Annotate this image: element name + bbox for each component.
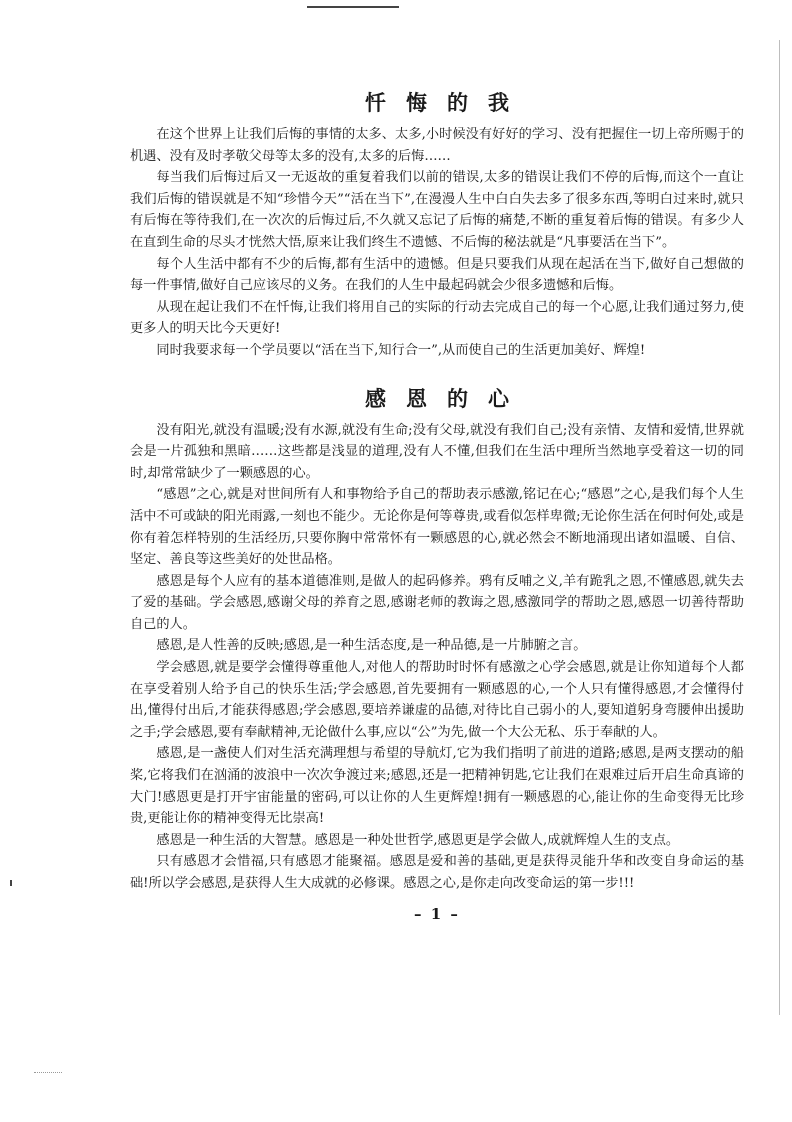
top-rule (307, 6, 399, 8)
paragraph: “感恩”之心,就是对世间所有人和事物给予自己的帮助表示感激,铭记在心;“感恩”之心,是我们每个人生活中不可或缺的阳光雨露,一刻也不能少。无论你是何等尊贵,或看似怎样卑微;无论你生活在何时何处,或是你有着怎样特别的生活经历,只要你胸中常常怀有一颗感恩的心,就必然会不断地涌现出诸如温暖、自信、坚定、善良等这些美好的处世品格。 (130, 487, 744, 568)
scan-specks (34, 1072, 62, 1074)
paragraph: 感恩是每个人应有的基本道德准则,是做人的起码修养。鸦有反哺之义,羊有跪乳之恩,不懂感恩,就失去了爱的基础。学会感恩,感谢父母的养育之恩,感谢老师的教诲之恩,感激同学的帮助之恩,感恩一切善待帮助自己的人。 (130, 573, 744, 632)
paragraph: 在这个世界上让我们后悔的事情的太多、太多,小时候没有好好的学习、没有把握住一切上帝所赐于的机遇、没有及时孝敬父母等太多的没有,太多的后悔…… (130, 127, 744, 164)
paragraph: 只有感恩才会惜福,只有感恩才能聚福。感恩是爱和善的基础,更是获得灵能升华和改变自身命运的基础!所以学会感恩,是获得人生大成就的必修课。感恩之心,是你走向改变命运的第一步!!! (130, 854, 744, 891)
paragraph: 感恩,是一盏使人们对生活充满理想与希望的导航灯,它为我们指明了前进的道路;感恩,是两支摆动的船桨,它将我们在汹涌的波浪中一次次争渡过来;感恩,还是一把精神钥匙,它让我们在艰难过后开启生命真谛的大门!感恩更是打开宇宙能量的密码,可以让你的人生更辉煌!拥有一颗感恩的心,能让你的生命变得无比珍贵,更能让你的精神变得无比崇高! (130, 746, 744, 827)
scan-mark (10, 880, 12, 886)
page-number: – 1 – (414, 904, 460, 923)
paragraph: 同时我要求每一个学员要以“活在当下,知行合一”,从而使自己的生活更加美好、辉煌! (156, 342, 646, 358)
paragraph: 感恩是一种生活的大智慧。感恩是一种处世哲学,感恩更是学会做人,成就辉煌人生的支点。 (156, 832, 680, 848)
section-title-repentance: 忏悔的我 (365, 90, 529, 115)
paragraph: 学会感恩,就是要学会懂得尊重他人,对他人的帮助时时怀有感激之心学会感恩,就是让你知道每个人都在享受着别人给予自己的快乐生活;学会感恩,首先要拥有一颗感恩的心,一个人只有懂得感恩,才会懂得付出,懂得付出后,才能获得感恩;学会感恩,要培养谦虚的品德,对待比自己弱小的人,要知道躬身弯腰伸出援助之手;学会感恩,要有奉献精神,无论做什么事,应以“公”为先,做一个大公无私、乐于奉献的人。 (130, 660, 744, 740)
section-title-gratitude: 感恩的心 (365, 385, 529, 411)
scan-edge-line (779, 40, 780, 1015)
paragraph: 从现在起让我们不在忏悔,让我们将用自己的实际的行动去完成自己的每一个心愿,让我们通过努力,使更多人的明天比今天更好! (130, 299, 744, 337)
paragraph: 每当我们后悔过后又一无返故的重复着我们以前的错误,太多的错误让我们不停的后悔,而这个一直让我们后悔的错误就是不知“珍惜今天”“活在当下”,在漫漫人生中白白失去多了很多东西,等明白过来时,就只有后悔在等待我们,在一次次的后悔过后,不久就又忘记了后悔的痛楚,不断的重复着后悔的错误。有多少人在直到生命的尽头才恍然大悟,原来让我们终生不遗憾、不后悔的秘法就是“凡事要活在当下”。 (130, 170, 744, 250)
paragraph: 感恩,是人性善的反映;感恩,是一种生活态度,是一种品德,是一片肺腑之言。 (156, 638, 587, 654)
document-body (130, 88, 744, 923)
paragraph: 每个人生活中都有不少的后悔,都有生活中的遗憾。但是只要我们从现在起活在当下,做好自己想做的每一件事情,做好自己应该尽的义务。在我们的人生中最起码就会少很多遗憾和后悔。 (130, 256, 744, 294)
paragraph: 没有阳光,就没有温暖;没有水源,就没有生命;没有父母,就没有我们自己;没有亲情、友情和爱情,世界就会是一片孤独和黑暗……这些都是浅显的道理,没有人不懂,但我们在生活中理所当然地享受着这一切的同时,却常常缺少了一颗感恩的心。 (130, 422, 744, 481)
